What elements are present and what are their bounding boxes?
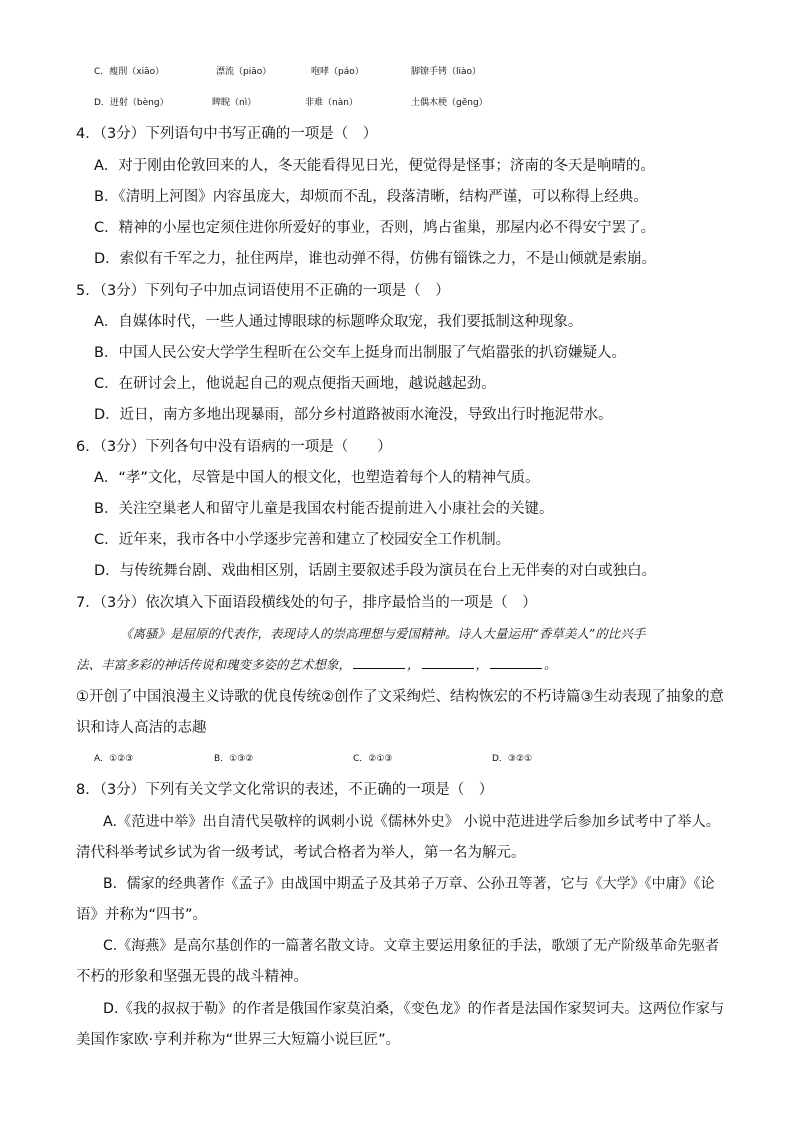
q6-option-d: D．与传统舞台剧、戏曲相区别，话剧主要叙述手段为演员在台上无伴奏的对白或独白。 [94,563,657,579]
q7-blank-3 [490,656,542,669]
q8-option-c-line-2: 不朽的形象和坚强无畏的战斗精神。 [76,969,308,985]
q5-option-c: C．在研讨会上，他说起自己的观点便指天画地，越说越起劲。 [94,376,496,392]
q7-stem: 7．（3分）依次填入下面语段横线处的句子，排序最恰当的一项是（ ） [76,595,537,611]
q3-d-item-1: D．迸射（bèng） [94,98,169,108]
q8-option-d-line-1: D.《我的叔叔于勒》的作者是俄国作家莫泊桑，《变色龙》的作者是法国作家契诃夫。这两位作家与 [103,1001,725,1017]
q6-option-a: A．“孝”文化，尽管是中国人的根文化，也塑造着每个人的精神气质。 [94,470,540,486]
q3-d-item-2: 睥睨（nì） [212,98,257,108]
q7-option-d: D．③②① [492,754,533,764]
q7-option-c: C．②①③ [353,754,393,764]
q8-option-a-line-1: A.《范进中举》出自清代吴敬梓的讽刺小说《儒林外史》 小说中范进进学后参加乡试考中了举人。 [103,814,721,830]
q7-passage-end: 。 [544,657,557,672]
q5-option-a: A．自媒体时代，一些人通过博眼球的标题哗众取宠，我们要抵制这种现象。 [94,314,583,330]
q3-c-item-1: C．瘦削（xiāo） [94,67,165,77]
q5-option-b: B．中国人民公安大学学生程昕在公交车上挺身而出制服了气焰嚣张的扒窃嫌疑人。 [94,345,626,361]
q7-items-line-1: ①开创了中国浪漫主义诗歌的优良传统②创作了文采绚烂、结构恢宏的不朽诗篇③生动表现了抽象的意 [76,689,724,705]
q7-blank-1 [353,656,405,669]
q3-c-item-4: 脚镣手铐（liào） [411,67,482,77]
q5-option-d: D．近日，南方多地出现暴雨，部分乡村道路被雨水淹没，导致出行时拖泥带水。 [94,407,613,423]
q3-d-item-4: 土偶木梗（gěng） [411,98,488,108]
q3-c-item-3: 咆哮（páo） [311,67,364,77]
q4-option-c: C．精神的小屋也定须住进你所爱好的事业，否则，鸠占雀巢，那屋内必不得安宁罢了。 [94,220,656,236]
q4-stem: 4．（3分）下列语句中书写正确的一项是（ ） [76,126,378,142]
q8-stem: 8．（3分）下列有关文学文化常识的表述，不正确的一项是（ ） [76,782,494,798]
q4-option-d: D．索似有千军之力，扯住两岸，谁也动弹不得，仿佛有锱铢之力，不是山倾就是索崩。 [94,251,657,267]
q8-option-c-line-1: C.《海燕》是高尔基创作的一篇著名散文诗。文章主要运用象征的手法，歌颂了无产阶级革命先驱者 [103,938,720,954]
q7-items-line-2: 识和诗人高洁的志趣 [76,720,207,736]
q6-option-b: B．关注空巢老人和留守儿童是我国农村能否提前进入小康社会的关键。 [94,501,554,517]
q7-blank-2 [422,656,474,669]
q7-passage-line-1: 《离骚》是屈原的代表作，表现诗人的崇高理想与爱国精神。诗人大量运用“香草美人”的比兴手 [120,626,646,641]
q7-separator-1: ， [407,657,420,672]
q3-c-item-2: 漂流（piāo） [216,67,272,77]
q7-passage-text: 法、丰富多彩的神话传说和瑰变多姿的艺术想象， [76,657,352,672]
q3-d-item-3: 非难（nàn） [305,98,358,108]
q5-stem: 5．（3分）下列句子中加点词语使用不正确的一项是（ ） [76,283,450,299]
q7-option-b: B．①③② [214,754,254,764]
q8-option-a-line-2: 清代科举考试乡试为省一级考试，考试合格者为举人，第一名为解元。 [76,845,526,861]
q8-option-d-line-2: 美国作家欧·亨利并称为“世界三大短篇小说巨匠”。 [76,1032,401,1048]
q6-stem: 6．（3分）下列各句中没有语病的一项是（ ） [76,439,392,455]
q7-passage-line-2 [76,655,557,675]
q8-option-b-line-1: B．儒家的经典著作《孟子》由战国中期孟子及其弟子万章、公孙丑等著，它与《大学》《中庸》《论 [103,876,715,892]
q6-option-c: C．近年来，我市各中小学逐步完善和建立了校园安全工作机制。 [94,532,511,548]
q7-separator-2: ， [475,657,489,672]
q7-option-a: A．①②③ [94,754,134,764]
q4-option-a: A．对于刚由伦敦回来的人，冬天能看得见日光，便觉得是怪事；济南的冬天是响晴的。 [94,158,655,174]
q4-option-b: B．《清明上河图》内容虽庞大，却烦而不乱，段落清晰，结构严谨，可以称得上经典。 [94,189,648,205]
q8-option-b-line-2: 语》并称为“四书”。 [76,907,208,923]
